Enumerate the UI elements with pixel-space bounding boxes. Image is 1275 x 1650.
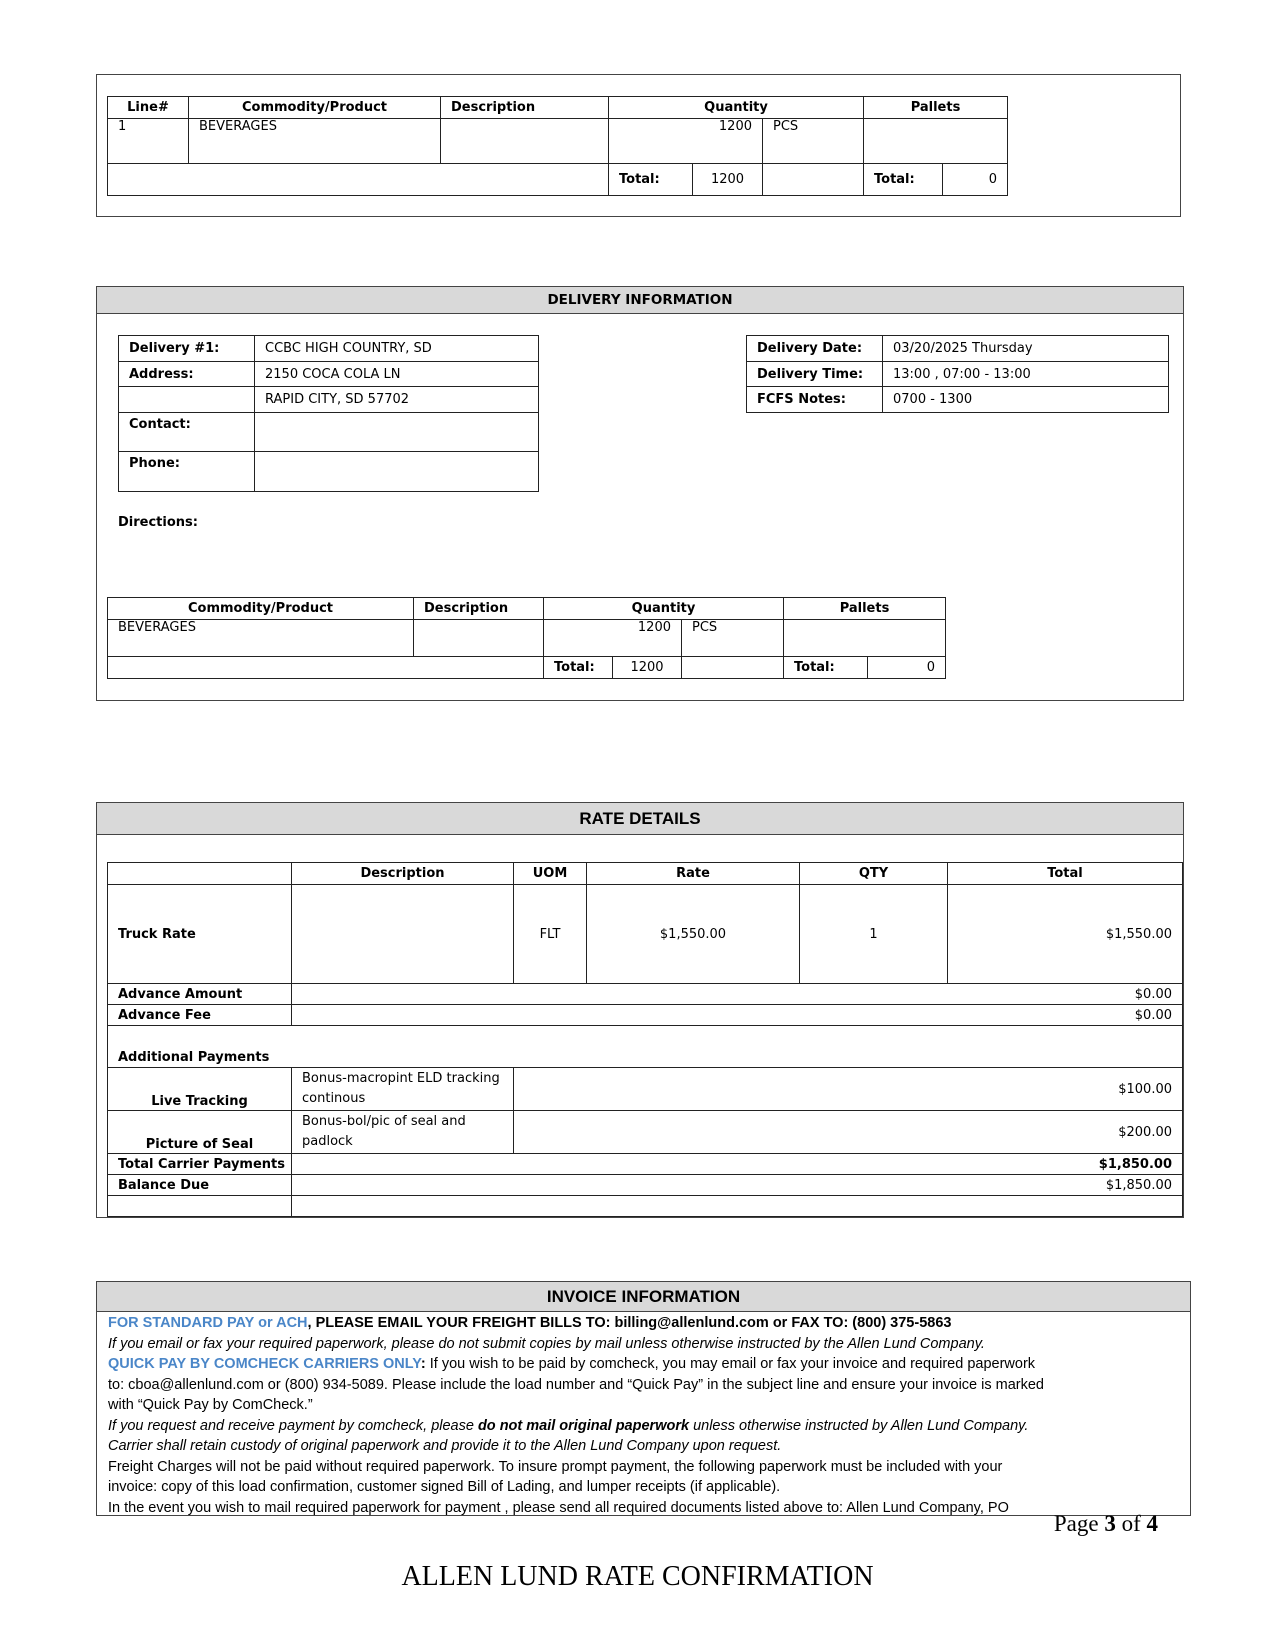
delivery-title-text: DELIVERY INFORMATION bbox=[547, 292, 733, 308]
row-description bbox=[441, 119, 609, 164]
qty-total-label: Total: bbox=[609, 164, 693, 196]
delivery-label: Delivery #1: bbox=[119, 336, 255, 362]
dc-header-commodity: Commodity/Product bbox=[108, 598, 414, 620]
balance-due-value: $1,850.00 bbox=[292, 1175, 1183, 1196]
rate-title bbox=[97, 803, 1183, 835]
contact-label: Contact: bbox=[119, 413, 255, 452]
standard-pay-heading: FOR STANDARD PAY or ACH bbox=[108, 1315, 308, 1331]
address-label-blank bbox=[119, 387, 255, 413]
delivery-value: CCBC HIGH COUNTRY, SD bbox=[255, 336, 539, 362]
freight-charges-text1: Freight Charges will not be paid without required paperwork. To insure prompt payment, the following paperwork must be included with your bbox=[108, 1458, 1003, 1475]
picture-seal-value: $200.00 bbox=[514, 1111, 1183, 1154]
dc-row-unit: PCS bbox=[682, 620, 784, 657]
picture-seal-label: Picture of Seal bbox=[108, 1111, 292, 1154]
header-line: Line# bbox=[108, 97, 189, 119]
quick-pay-text1: If you wish to be paid by comcheck, you may email or fax your invoice and required paperwork bbox=[425, 1356, 1036, 1372]
email-fax-note: If you email or fax your required paperwork, please do not submit copies by mail unless otherwise instructed by the Allen Lund Company. bbox=[108, 1335, 985, 1352]
comcheck-note-bold: do not mail original paperwork bbox=[477, 1417, 690, 1434]
invoice-title-text: INVOICE INFORMATION bbox=[546, 1287, 741, 1306]
rate-header-blank bbox=[108, 863, 292, 885]
live-tracking-description: Bonus-macropint ELD tracking continous bbox=[292, 1068, 514, 1111]
custody-note: Carrier shall retain custody of original paperwork and provide it to the Allen Lund Company upon request. bbox=[108, 1438, 782, 1454]
address-label: Address: bbox=[119, 362, 255, 387]
quick-pay-line1 bbox=[108, 1354, 1180, 1375]
dc-qty-total-unit bbox=[682, 657, 784, 679]
fcfs-value: 0700 - 1300 bbox=[883, 387, 1169, 413]
live-tracking-label: Live Tracking bbox=[108, 1068, 292, 1111]
row-quantity: 1200 bbox=[609, 119, 763, 164]
comcheck-note-b: unless otherwise instructed by Allen Lund Company. bbox=[689, 1417, 1029, 1434]
delivery-time-value: 13:00 , 07:00 - 13:00 bbox=[883, 362, 1169, 387]
invoice-body bbox=[97, 1312, 1190, 1516]
blank-row-value bbox=[292, 1196, 1183, 1217]
truck-rate-qty: 1 bbox=[800, 885, 948, 984]
phone-value bbox=[255, 452, 539, 492]
truck-rate-label: Truck Rate bbox=[108, 885, 292, 984]
balance-due-label: Balance Due bbox=[108, 1175, 292, 1196]
page-of: of bbox=[1115, 1511, 1147, 1536]
header-description: Description bbox=[441, 97, 609, 119]
contact-value bbox=[255, 413, 539, 452]
advance-amount-value: $0.00 bbox=[292, 984, 1183, 1005]
freight-charges-text2: invoice: copy of this load confirmation, customer signed Bill of Lading, and lumper receipts (if applicable). bbox=[108, 1479, 781, 1495]
delivery-date-label: Delivery Date: bbox=[747, 336, 883, 362]
header-pallets: Pallets bbox=[864, 97, 1008, 119]
header-commodity: Commodity/Product bbox=[189, 97, 441, 119]
quick-pay-heading: QUICK PAY BY COMCHECK CARRIERS ONLY bbox=[108, 1356, 421, 1372]
directions-label: Directions: bbox=[118, 515, 198, 530]
delivery-date-value: 03/20/2025 Thursday bbox=[883, 336, 1169, 362]
rate-title-text: RATE DETAILS bbox=[579, 809, 701, 828]
truck-rate-rate: $1,550.00 bbox=[587, 885, 800, 984]
picture-seal-description: Bonus-bol/pic of seal and padlock bbox=[292, 1111, 514, 1154]
quick-pay-text2: to: cboa@allenlund.com or (800) 934-5089. Please include the load number and “Quick Pay” in the subject line and ensure your invoice is marked bbox=[108, 1376, 1045, 1393]
pallet-total-value: 0 bbox=[943, 164, 1008, 196]
dc-total-spacer bbox=[108, 657, 544, 679]
invoice-title bbox=[97, 1282, 1190, 1312]
total-spacer bbox=[108, 164, 609, 196]
quick-pay-colon: : bbox=[420, 1356, 426, 1372]
truck-rate-uom: FLT bbox=[514, 885, 587, 984]
dc-row-quantity: 1200 bbox=[544, 620, 682, 657]
page-number bbox=[1054, 1511, 1158, 1537]
total-carrier-label: Total Carrier Payments bbox=[108, 1154, 292, 1175]
standard-pay-text: , PLEASE EMAIL YOUR FREIGHT BILLS TO: billing@allenlund.com or FAX TO: (800) 375-5863 bbox=[307, 1315, 952, 1331]
dc-header-quantity: Quantity bbox=[544, 598, 784, 620]
advance-fee-value: $0.00 bbox=[292, 1005, 1183, 1026]
delivery-left-table bbox=[118, 335, 539, 492]
live-tracking-value: $100.00 bbox=[514, 1068, 1183, 1111]
advance-amount-label: Advance Amount bbox=[108, 984, 292, 1005]
delivery-title bbox=[97, 287, 1183, 314]
standard-pay-line bbox=[108, 1313, 1180, 1334]
qty-total-unit bbox=[763, 164, 864, 196]
dc-qty-total-value: 1200 bbox=[613, 657, 682, 679]
delivery-commodity-table bbox=[107, 597, 946, 679]
dc-pallet-total-value: 0 bbox=[868, 657, 946, 679]
blank-row-label bbox=[108, 1196, 292, 1217]
page-total: 4 bbox=[1146, 1511, 1158, 1536]
row-unit: PCS bbox=[763, 119, 864, 164]
dc-pallet-total-label: Total: bbox=[784, 657, 868, 679]
dc-header-description: Description bbox=[414, 598, 544, 620]
rate-header-qty: QTY bbox=[800, 863, 948, 885]
mail-paperwork-text: In the event you wish to mail required paperwork for payment , please send all required documents listed above to: Allen Lund Company, PO bbox=[108, 1499, 1009, 1516]
delivery-time-label: Delivery Time: bbox=[747, 362, 883, 387]
row-commodity: BEVERAGES bbox=[189, 119, 441, 164]
address-line2: RAPID CITY, SD 57702 bbox=[255, 387, 539, 413]
quick-pay-text3: with “Quick Pay by ComCheck.” bbox=[108, 1397, 313, 1413]
comcheck-note bbox=[108, 1416, 1180, 1437]
page-current: 3 bbox=[1104, 1511, 1116, 1536]
advance-fee-label: Advance Fee bbox=[108, 1005, 292, 1026]
fcfs-label: FCFS Notes: bbox=[747, 387, 883, 413]
qty-total-value: 1200 bbox=[693, 164, 763, 196]
rate-header-uom: UOM bbox=[514, 863, 587, 885]
dc-header-pallets: Pallets bbox=[784, 598, 946, 620]
invoice-section bbox=[96, 1281, 1191, 1516]
truck-rate-description bbox=[292, 885, 514, 984]
row-line: 1 bbox=[108, 119, 189, 164]
comcheck-note-a: If you request and receive payment by comcheck, please bbox=[108, 1417, 478, 1434]
delivery-right-table bbox=[746, 335, 1169, 413]
row-pallets bbox=[864, 119, 1008, 164]
rate-header-description: Description bbox=[292, 863, 514, 885]
total-carrier-value: $1,850.00 bbox=[292, 1154, 1183, 1175]
pallet-total-label: Total: bbox=[864, 164, 943, 196]
document-title: ALLEN LUND RATE CONFIRMATION bbox=[401, 1561, 874, 1592]
phone-label: Phone: bbox=[119, 452, 255, 492]
truck-rate-total: $1,550.00 bbox=[948, 885, 1183, 984]
items-table bbox=[107, 96, 1008, 196]
dc-row-pallets bbox=[784, 620, 946, 657]
page-prefix: Page bbox=[1053, 1511, 1105, 1536]
rate-table bbox=[107, 862, 1183, 1217]
dc-row-description bbox=[414, 620, 544, 657]
address-line1: 2150 COCA COLA LN bbox=[255, 362, 539, 387]
rate-header-rate: Rate bbox=[587, 863, 800, 885]
dc-qty-total-label: Total: bbox=[544, 657, 613, 679]
additional-payments-label: Additional Payments bbox=[108, 1026, 1183, 1068]
header-quantity: Quantity bbox=[609, 97, 864, 119]
rate-header-total: Total bbox=[948, 863, 1183, 885]
dc-row-commodity: BEVERAGES bbox=[108, 620, 414, 657]
